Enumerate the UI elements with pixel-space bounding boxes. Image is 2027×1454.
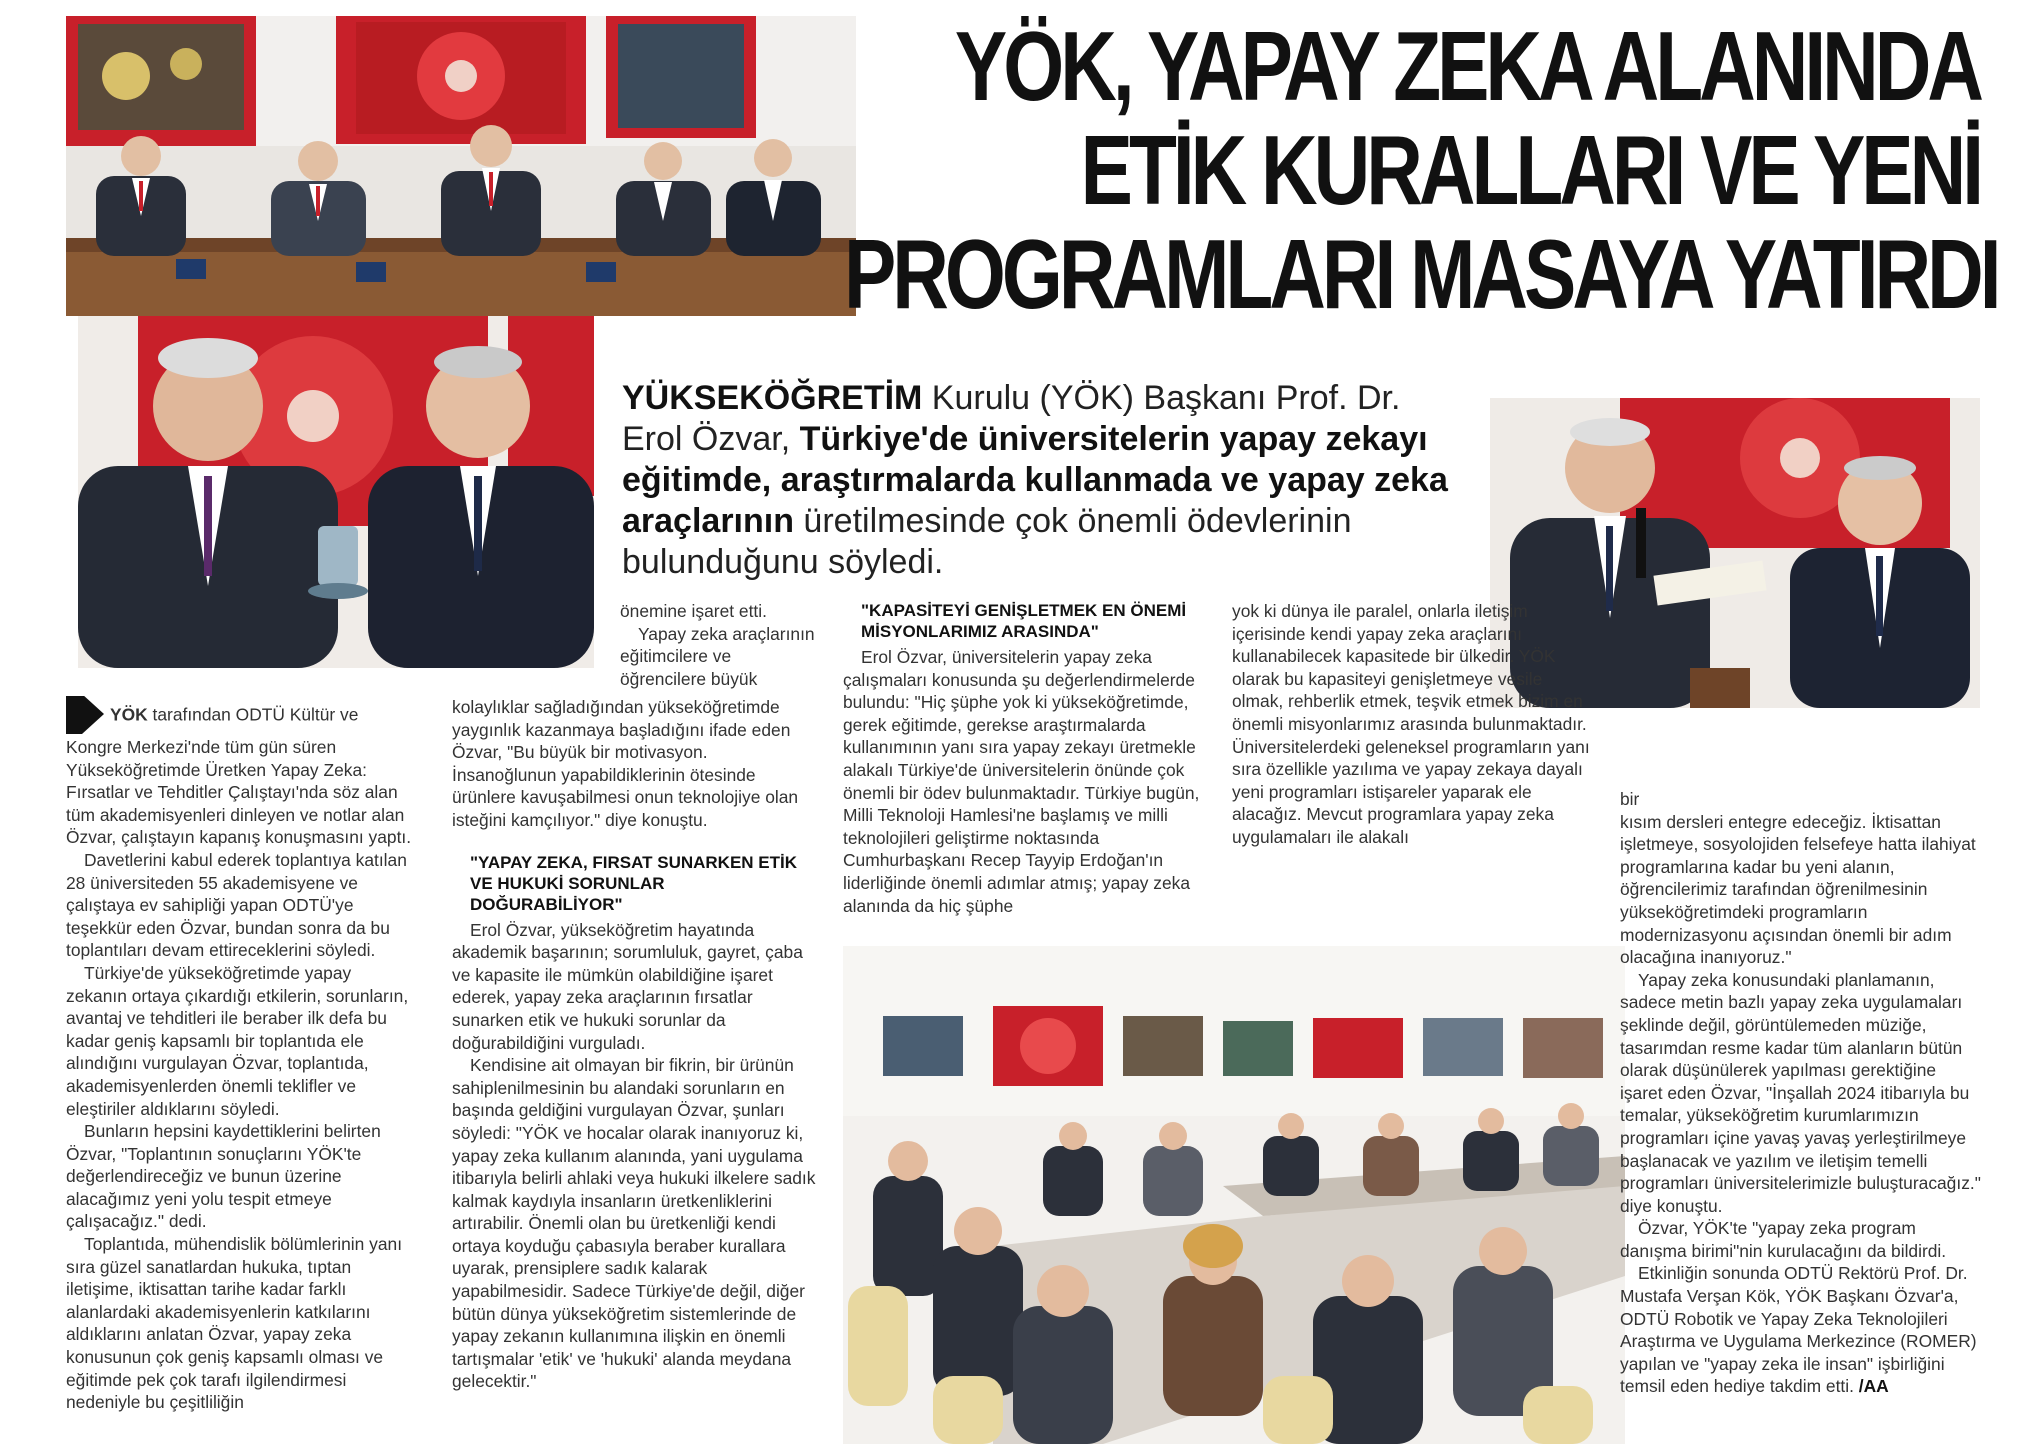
article-column-2 [452,696,816,1441]
column-5-paragraph-4-text: Etkinliğin sonunda ODTÜ Rektörü Prof. Dr. Mustafa Verşan Kök, YÖK Başkanı Özvar'a, ODTÜ Robotik ve Yapay Zeka Teknolojileri Araştırma ve Uygulama Merkezince (ROMER) yapılan ve "yapay zeka ile insan" işbirliğini temsil eden hediye takdim etti. [1620,1263,1977,1397]
photo-meeting-room-image [843,946,1625,1444]
column-1-paragraph-1-text: tarafından ODTÜ Kültür ve Kongre Merkezi'nde tüm gün süren Yükseköğretimde Üretken Yapay Zeka: Fırsatlar ve Tehditler Çalıştayı'nda söz alan tüm akademisyenleri dinleyen ve notlar alan Özvar, çalıştayın kapanış konuşmasını yaptı. [66,704,412,848]
agency-signature: /AA [1858,1376,1889,1397]
column-2-top-paragraph-1: önemine işaret etti. [620,601,767,621]
headline-line-3: PROGRAMLARI MASAYA YATIRDI [844,219,1998,329]
arrow-right-icon [82,696,104,734]
article-column-3 [843,600,1213,930]
section-marker-icon [66,696,82,734]
photo-gift-presentation [78,316,594,668]
article-column-1 [66,696,414,1441]
column-2-top-paragraph-2: Yapay zeka araçlarının eğitimcilere ve öğrencilere büyük [620,623,815,689]
photo-meeting-room [843,946,1625,1444]
column-1-paragraph-1 [66,696,414,849]
column-2-paragraph-2: Erol Özvar, yükseköğretim hayatında akademik başarının; sorumluluk, gayret, çaba ve kapasite ile mümkün olabildiğine işaret ederek, yapay zeka araçlarının fırsatlar sunarken etik ve hukuki sorunlar da doğurabildiğini vurguladı. [452,919,803,1053]
column-3-paragraph-1: Erol Özvar, üniversitelerin yapay zeka çalışmaları konusunda şu değerlendirmelerde bulundu: "Hiç şüphe yok ki yükseköğretimde, gerek eğitimde, gerekse araştırmalarda kullanımının yanı sıra yapay zekayı üretmekle alakalı Türkiye'de üniversitelerin önünde çok önemli bir ödev bulunmaktadır. Türkiye bugün, Milli Teknoloji Hamlesi'ne başlamış ve milli teknolojileri geliştirme noktasında Cumhurbaşkanı Recep Tayyip Erdoğan'ın liderliğinde önemli adımlar atmış; yapay zeka alanında da hiç şüphe [843,647,1200,916]
column-5-paragraph-2: Yapay zeka konusundaki planlamanın, sadece metin bazlı yapay zeka uygulamaları şeklinde değil, görüntülemeden müziğe, tasarımdan resme kadar tüm alanların bütün olarak düşünülerek yapılması gerektiğine işaret eden Özvar, "İnşallah 2024 itibarıyla bu temalar, yükseköğretim kurumlarımızın programları içine yavaş yavaş yerleştirilmeye başlanacak ve yazılım ve iletişim temelli programları üniversitelerimizle buluşturacağız." diye konuştu. [1620,969,1981,1216]
photo-gift-presentation-image [78,316,594,668]
photo-panel-table-image [66,16,856,316]
article-column-4 [1232,600,1594,930]
column-1-lead-word: YÖK [110,704,148,725]
column-5-paragraph-1b: kısım dersleri entegre edeceğiz. İktisattan işletmeye, sosyolojiden felsefeye hatta ilahiyat programlarına kadar bu yeni alanın, öğrencilerimiz tarafından öğrenilmesinin yükseköğretimdeki programların modernizasyonu açısından önemli bir adım olacağına inanıyoruz." [1620,811,1976,968]
article-column-5 [1620,788,1982,1444]
lead-paragraph [622,378,1452,583]
lead-bold-1: YÜKSEKÖĞRETİM [622,379,923,417]
lead-bold-2: Türkiye'de üniversitelerin yapay zekayı eğitimde, araştırmalarda kullanmada ve yapay zeka araçlarının [622,420,1448,540]
column-1-paragraph-3: Türkiye'de yükseköğretimde yapay zekanın ortaya çıkardığı etkilerin, sorunların, avantaj ve tehditleri ile beraber ilk defa bu kadar geniş kapsamlı bir toplantıda ele alındığını vurgulayan Özvar, toplantıda, akademisyenlerden önemli teklifler ve eleştiriler aldıklarını söyledi. [66,962,409,1119]
column-5-paragraph-1: bir [1620,789,1640,809]
photo-panel-table [66,16,856,316]
column-4-paragraph-1: yok ki dünya ile paralel, onlarla iletişim içerisinde kendi yapay zeka araçlarını kullanabilecek kapasitede bir ülkedir. YÖK olarak bu kapasiteyi genişletmeye vesile olmak, rehberlik etmek, teşvik etmek bizim en önemli misyonlarımız arasında bulunmaktadır. Üniversitelerdeki geleneksel programların yanı sıra özellikle yazılıma ve yapay zekaya dayalı yeni programları istişareler yaparak ele alacağız. Mevcut programlara yapay zeka uygulamaları ile alakalı [1232,601,1590,847]
column-2-paragraph-1: kolaylıklar sağladığından yükseköğretimde yaygınlık kazanmaya başladığını ifade eden Özvar, "Bu büyük bir motivasyon. İnsanoğlunun yapabildiklerinin ötesinde ürünlere kavuşabilmesi onun teknolojiye olan isteğini kamçılıyor." diye konuştu. [452,697,799,830]
lead-text-2: üretilmesinde çok önemli ödevlerinin bulunduğunu söyledi. [622,502,1352,581]
headline-line-2: ETİK KURALLARI VE YENİ [1080,115,1980,225]
headline-line-1: YÖK, YAPAY ZEKA ALANINDA [954,11,1980,121]
lead-text-1: Kurulu (YÖK) Başkanı Prof. Dr. Erol Özvar, [622,379,1401,458]
article-column-2-top [620,600,816,700]
column-5-paragraph-3: Özvar, YÖK'te "yapay zeka program danışma birimi"nin kurulacağını da bildirdi. [1620,1218,1947,1261]
column-1-paragraph-5: Toplantıda, mühendislik bölümlerinin yanı sıra güzel sanatlardan hukuka, tıptan iletişime, iktisattan tarihe kadar farklı alanlardaki akademisyenlerin katkılarını aldıklarını anlatan Özvar, yapay zeka konusunun çok geniş kapsamlı olması ve eğitimde pek çok tarafı ilgilendirmesi nedeniyle bu çeşitliliğin [66,1234,403,1413]
column-2-paragraph-3: Kendisine ait olmayan bir fikrin, bir ürünün sahiplenilmesinin bu alandaki sorunların en başında geldiğini vurgulayan Özvar, şunları söyledi: "YÖK ve hocalar olarak inanıyoruz ki, yapay zeka kullanım alanında, yani uygulama itibarıyla belirli ahlaki veya hukuki ilkelere sadık kalmak kaydıyla insanların üretkenliklerini artırabilir. Önemli olan bu üretkenliği kendi ortaya koyduğu çabasıyla beraber kurallara uyarak, prensiplere sadık kalarak yapabilmesidir. Sadece Türkiye'de değil, diğer bütün dünya yükseköğretim sistemlerinde de yapay zekanın kullanımına ilişkin en önemli tartışmalar 'etik' ve 'hukuki' alanda meydana gelecektir." [452,1055,816,1392]
column-5-paragraph-4 [1620,1262,1982,1398]
column-2-subheading: "YAPAY ZEKA, FIRSAT SUNARKEN ETİK VE HUKUKİ SORUNLAR DOĞURABİLİYOR" [470,852,798,914]
headline [844,11,1998,329]
column-3-subheading: "KAPASİTEYİ GENİŞLETMEK EN ÖNEMİ MİSYONLARIMIZ ARASINDA" [861,601,1187,641]
column-1-paragraph-2: Davetlerini kabul ederek toplantıya katılan 28 üniversiteden 55 akademisyene ve çalıştaya ev sahipliği yapan ODTÜ'ye teşekkür eden Özvar, bundan sonra da bu toplantıları devam ettireceklerini söyledi. [66,849,407,961]
column-1-paragraph-4: Bunların hepsini kaydettiklerini belirten Özvar, "Toplantının sonuçlarını YÖK'te değerlendireceğiz ve bunun üzerine alacağımız yeni yolu tespit etmeye çalışacağız." dedi. [66,1121,381,1232]
